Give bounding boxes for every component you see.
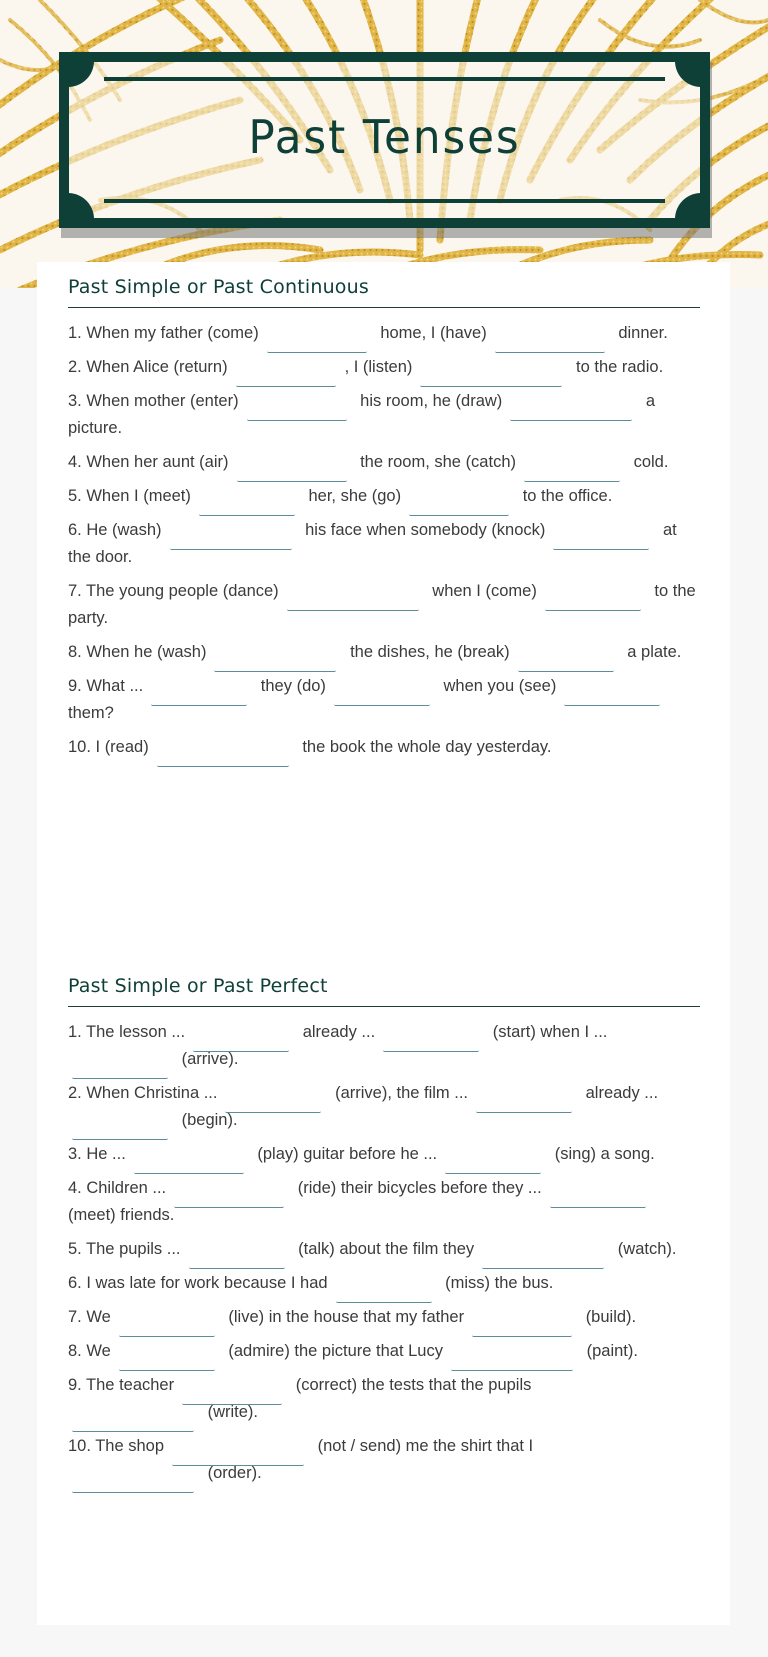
question-item: 5. The pupils ... (talk) about the film they (watch). bbox=[68, 1236, 700, 1263]
question-item: 3. When mother (enter) his room, he (draw) a picture. bbox=[68, 392, 656, 437]
answer-blank[interactable] bbox=[199, 501, 295, 516]
answer-blank[interactable] bbox=[182, 1390, 282, 1405]
answer-blank[interactable] bbox=[72, 1064, 168, 1079]
section-past-simple-or-continuous bbox=[68, 276, 700, 768]
answer-blank[interactable] bbox=[482, 1254, 604, 1269]
question-item: 10. I (read) the book the whole day yesterday. bbox=[68, 734, 700, 761]
frame-corner-ornament bbox=[675, 193, 701, 219]
answer-blank[interactable] bbox=[334, 691, 430, 706]
answer-blank[interactable] bbox=[495, 338, 605, 353]
header-banner bbox=[0, 0, 768, 288]
answer-blank[interactable] bbox=[247, 406, 347, 421]
frame-corner-ornament bbox=[68, 61, 94, 87]
question-item: 6. He (wash) his face when somebody (knock) at the door. bbox=[68, 521, 677, 566]
answer-blank[interactable] bbox=[472, 1322, 572, 1337]
question-item: 7. The young people (dance) when I (come) to the party. bbox=[68, 582, 696, 627]
question-item: 10. The shop (not / send) me the shirt that I (order). bbox=[68, 1433, 700, 1487]
answer-blank[interactable] bbox=[409, 501, 509, 516]
answer-blank[interactable] bbox=[236, 372, 336, 387]
answer-blank[interactable] bbox=[383, 1037, 479, 1052]
answer-blank[interactable] bbox=[172, 1451, 304, 1466]
answer-blank[interactable] bbox=[287, 596, 419, 611]
answer-blank[interactable] bbox=[553, 535, 649, 550]
title-frame bbox=[59, 52, 710, 228]
question-item: 4. When her aunt (air) the room, she (catch) cold. bbox=[68, 449, 700, 476]
question-item: 3. He ... (play) guitar before he ... (sing) a song. bbox=[68, 1141, 700, 1168]
answer-blank[interactable] bbox=[72, 1125, 168, 1140]
section-heading: Past Simple or Past Continuous bbox=[68, 276, 700, 308]
question-item: 7. We (live) in the house that my father (build). bbox=[68, 1304, 700, 1331]
question-item: 9. The teacher (correct) the tests that the pupils (write). bbox=[68, 1372, 700, 1426]
question-item: 6. I was late for work because I had (miss) the bus. bbox=[68, 1270, 700, 1297]
question-item: 5. When I (meet) her, she (go) to the office. bbox=[68, 483, 700, 510]
answer-blank[interactable] bbox=[524, 467, 620, 482]
section-past-simple-or-perfect bbox=[68, 975, 700, 1494]
answer-blank[interactable] bbox=[170, 535, 292, 550]
answer-blank[interactable] bbox=[451, 1356, 573, 1371]
answer-blank[interactable] bbox=[476, 1098, 572, 1113]
question-item: 2. When Christina ... (arrive), the film ... already ... (begin). bbox=[68, 1080, 700, 1134]
answer-blank[interactable] bbox=[193, 1037, 289, 1052]
question-item: 8. We (admire) the picture that Lucy (paint). bbox=[68, 1338, 700, 1365]
answer-blank[interactable] bbox=[119, 1322, 215, 1337]
question-item: 1. The lesson ... already ... (start) when I ... (arrive). bbox=[68, 1019, 700, 1073]
answer-blank[interactable] bbox=[72, 1478, 194, 1493]
question-item: 8. When he (wash) the dishes, he (break) a plate. bbox=[68, 639, 700, 666]
title-rule-bottom bbox=[104, 199, 665, 203]
answer-blank[interactable] bbox=[267, 338, 367, 353]
answer-blank[interactable] bbox=[134, 1159, 244, 1174]
answer-blank[interactable] bbox=[564, 691, 660, 706]
answer-blank[interactable] bbox=[189, 1254, 285, 1269]
answer-blank[interactable] bbox=[510, 406, 632, 421]
answer-blank[interactable] bbox=[545, 596, 641, 611]
answer-blank[interactable] bbox=[518, 657, 614, 672]
answer-blank[interactable] bbox=[214, 657, 336, 672]
question-item: 9. What ... they (do) when you (see) them? bbox=[68, 673, 700, 727]
frame-corner-ornament bbox=[675, 61, 701, 87]
question-item: 4. Children ... (ride) their bicycles before they ... (meet) friends. bbox=[68, 1175, 700, 1229]
section-heading: Past Simple or Past Perfect bbox=[68, 975, 700, 1007]
answer-blank[interactable] bbox=[157, 752, 289, 767]
answer-blank[interactable] bbox=[225, 1098, 321, 1113]
answer-blank[interactable] bbox=[119, 1356, 215, 1371]
page-title: Past Tenses bbox=[248, 110, 521, 164]
frame-corner-ornament bbox=[68, 193, 94, 219]
title-rule-top bbox=[104, 77, 665, 81]
answer-blank[interactable] bbox=[151, 691, 247, 706]
answer-blank[interactable] bbox=[420, 372, 562, 387]
answer-blank[interactable] bbox=[550, 1193, 646, 1208]
question-item: 1. When my father (come) home, I (have) dinner. bbox=[68, 320, 700, 347]
answer-blank[interactable] bbox=[336, 1288, 432, 1303]
answer-blank[interactable] bbox=[72, 1417, 194, 1432]
answer-blank[interactable] bbox=[237, 467, 347, 482]
question-item: 2. When Alice (return) , I (listen) to the radio. bbox=[68, 354, 700, 381]
worksheet-card bbox=[37, 262, 730, 1625]
answer-blank[interactable] bbox=[174, 1193, 284, 1208]
answer-blank[interactable] bbox=[445, 1159, 541, 1174]
